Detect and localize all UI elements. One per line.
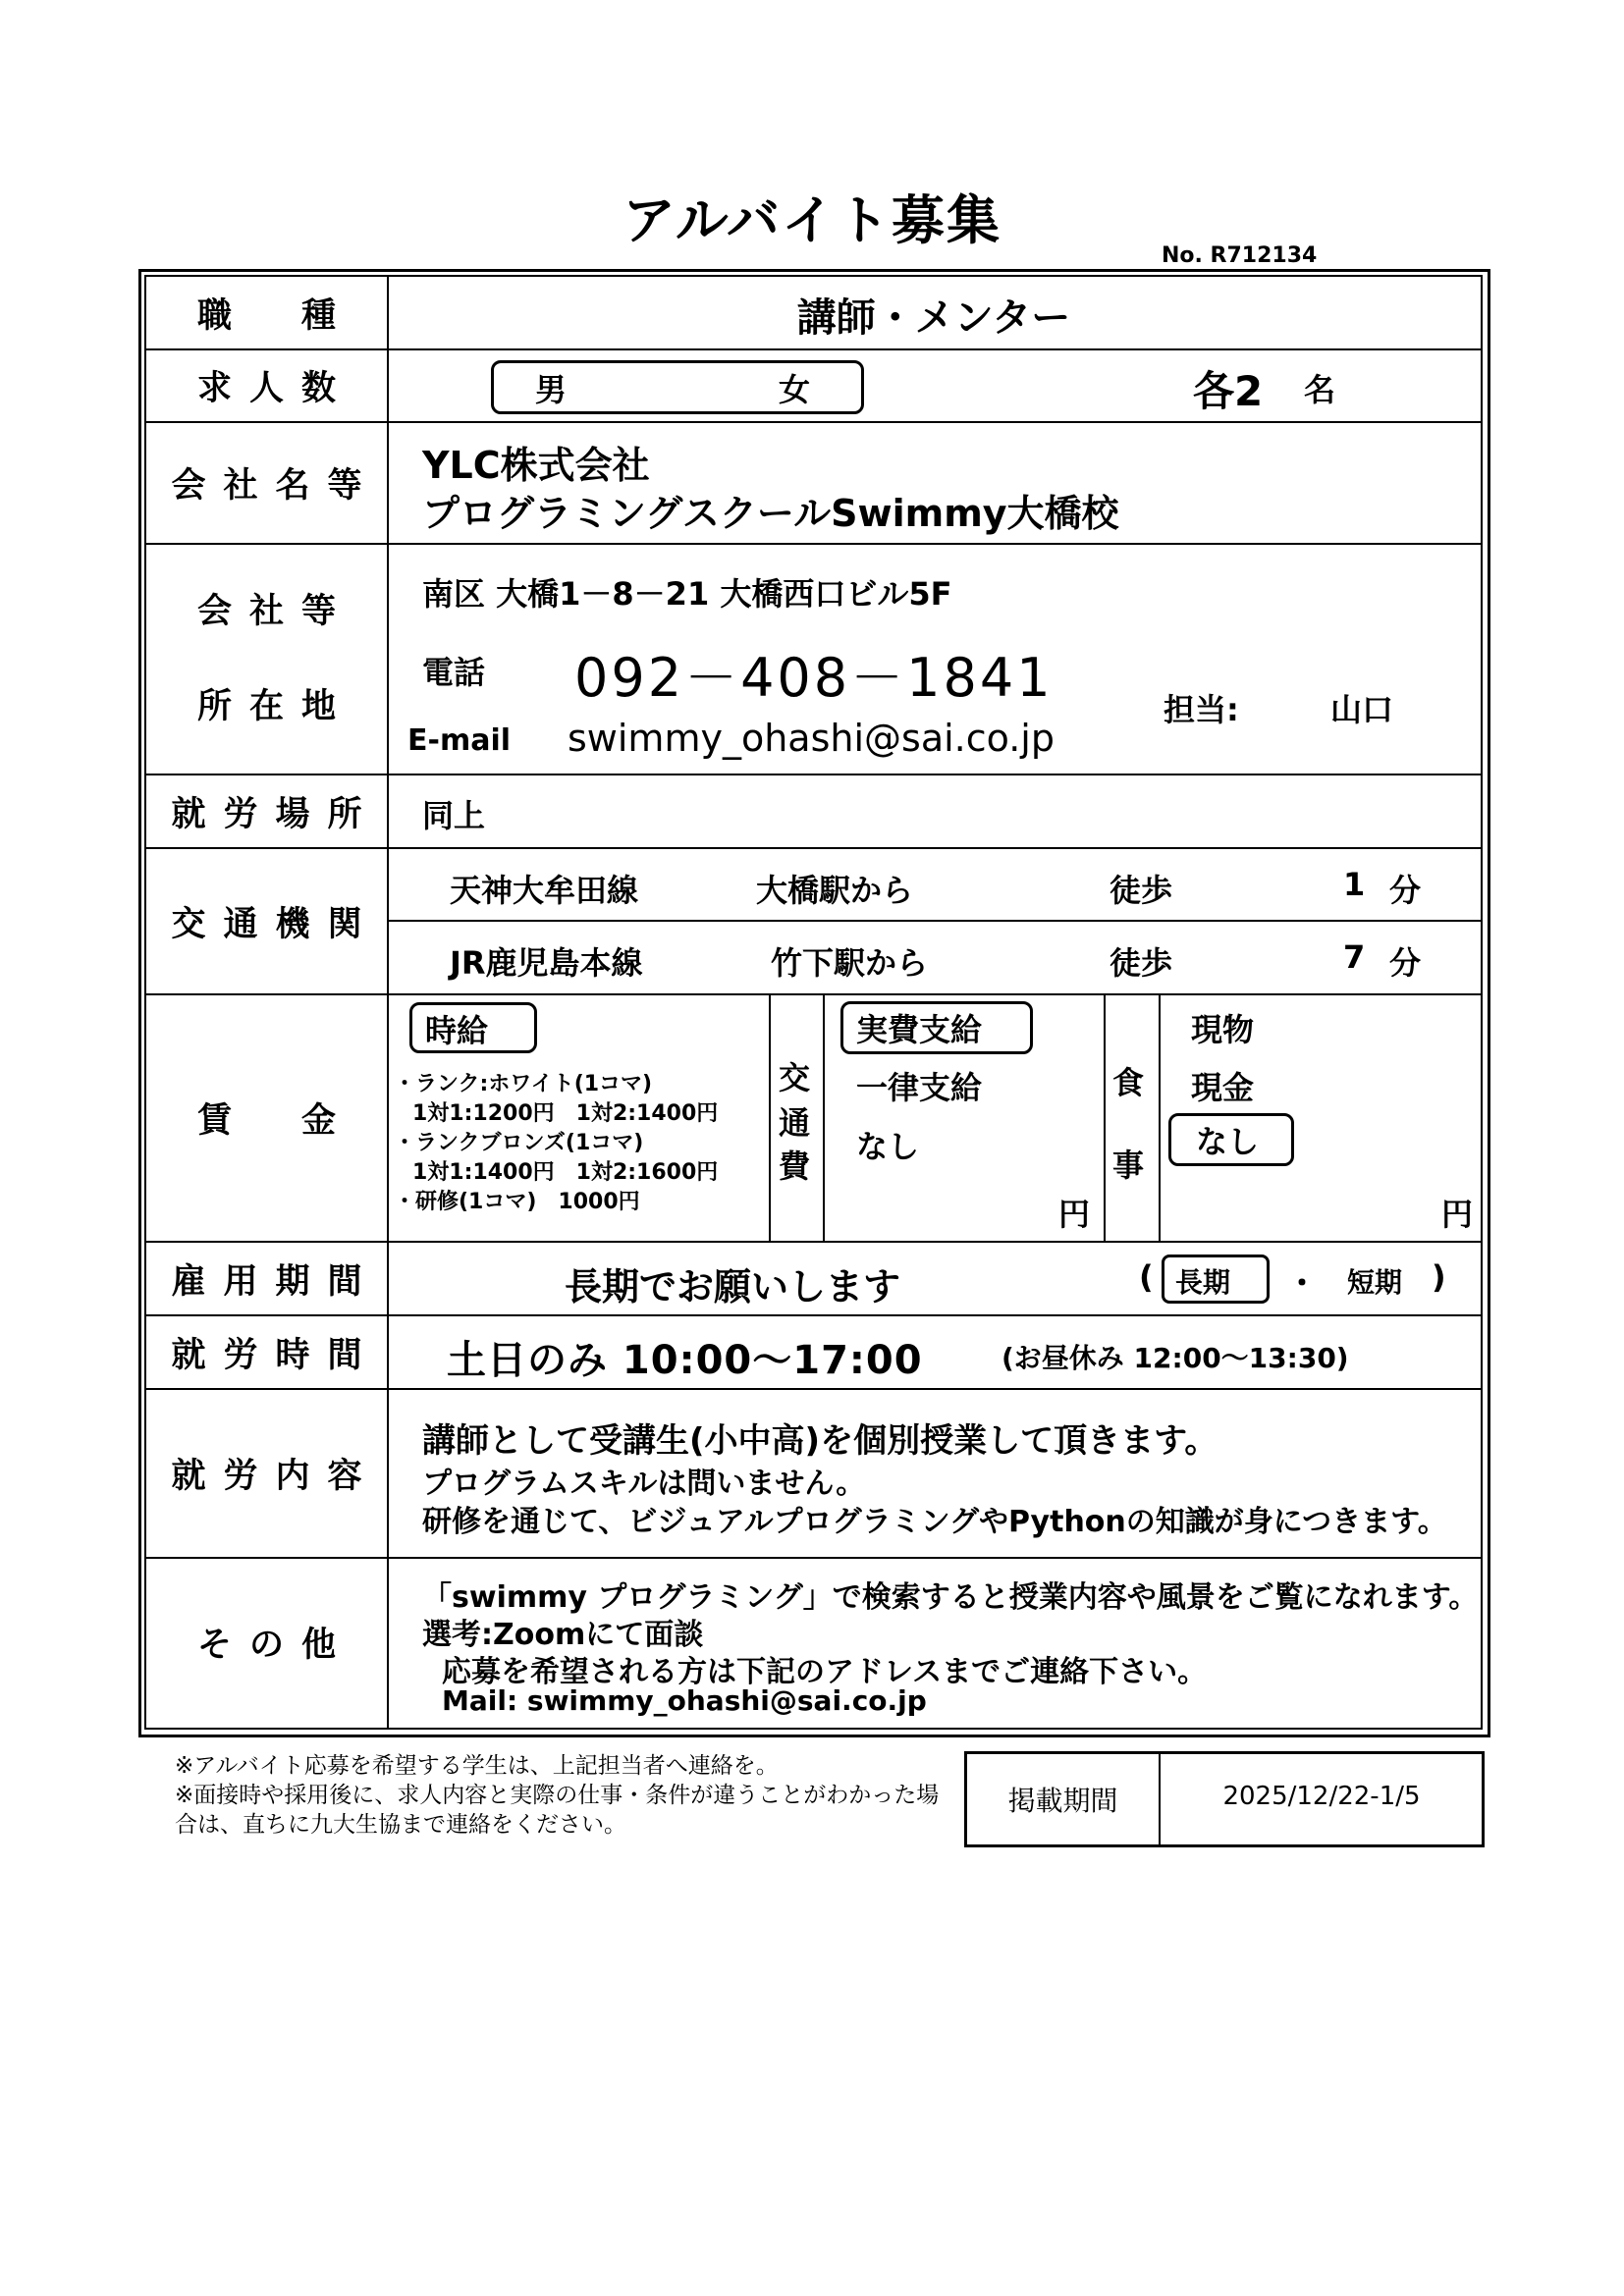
meal-option: 現物 xyxy=(1191,1011,1255,1048)
label-transport: 交通機関 xyxy=(171,904,380,944)
period-separator: ・ xyxy=(1286,1264,1319,1302)
posting-period-value: 2025/12/22-1/5 xyxy=(1222,1782,1421,1811)
period-close-paren: ) xyxy=(1432,1258,1446,1296)
other-line: 応募を希望される方は下記のアドレスまでご連絡下さい。 xyxy=(442,1655,1208,1689)
contact-name: 山口 xyxy=(1330,691,1394,728)
transport-mode-2: 徒歩 xyxy=(1110,944,1173,982)
period-long: 長期 xyxy=(1175,1266,1231,1299)
company-branch: プログラミングスクールSwimmy大橋校 xyxy=(422,492,1119,535)
content-line: 研修を通じて、ビジュアルプログラミングやPythonの知識が身につきます。 xyxy=(422,1505,1447,1539)
posting-period-label: 掲載期間 xyxy=(1007,1785,1118,1817)
footnote xyxy=(175,1751,939,1840)
label-column-divider xyxy=(387,275,389,1728)
transport-station-1: 大橋駅から xyxy=(756,872,914,909)
gender-female: 女 xyxy=(779,371,811,408)
transport-fee-option: なし xyxy=(856,1128,920,1165)
wage-line: ・ランクブロンズ(1コマ) xyxy=(394,1131,644,1155)
period-open-paren: ( xyxy=(1139,1258,1154,1296)
email-address: swimmy_ohashi@sai.co.jp xyxy=(568,717,1055,760)
wage-line: ・ランク:ホワイト(1コマ) xyxy=(394,1072,653,1096)
wage-type: 時給 xyxy=(425,1012,489,1049)
row-divider xyxy=(144,543,1481,545)
label-content: 就労内容 xyxy=(171,1457,380,1496)
transport-fee-label: 通 xyxy=(779,1104,811,1142)
meal-option: 現金 xyxy=(1191,1069,1255,1106)
transport-fee-option: 一律支給 xyxy=(856,1069,983,1106)
other-line: 「swimmy プログラミング」で検索すると授業内容や風景をご覧になれます。 xyxy=(422,1580,1479,1615)
workplace-value: 同上 xyxy=(422,797,486,834)
wage-column-divider xyxy=(1104,993,1106,1241)
phone-number: 092－408－1841 xyxy=(574,647,1054,709)
transport-fee-option: 実費支給 xyxy=(856,1011,983,1048)
openings-unit: 名 xyxy=(1304,371,1336,408)
company-name: YLC株式会社 xyxy=(422,444,650,487)
transport-line-1: 天神大牟田線 xyxy=(450,872,639,909)
email-label: E-mail xyxy=(407,723,512,758)
page-title: アルバイト募集 xyxy=(622,189,1002,251)
row-divider xyxy=(389,920,1481,922)
wage-line: ・研修(1コマ) 1000円 xyxy=(394,1190,640,1214)
wage-column-divider xyxy=(769,993,771,1241)
hours-main: 土日のみ 10:00～17:00 xyxy=(447,1338,923,1383)
document-number: No. R712134 xyxy=(1162,243,1318,268)
hours-break: (お昼休み 12:00～13:30) xyxy=(1001,1342,1349,1374)
gender-male: 男 xyxy=(535,371,568,408)
transport-fee-label: 交 xyxy=(779,1059,811,1096)
transport-line-2: JR鹿児島本線 xyxy=(450,944,643,982)
transport-mode-1: 徒歩 xyxy=(1110,872,1173,909)
job-type-value: 講師・メンター xyxy=(796,295,1071,341)
contact-label: 担当: xyxy=(1164,691,1239,728)
footnote-line: ※面接時や採用後に、求人内容と実際の仕事・条件が違うことがわかった場 xyxy=(175,1783,940,1808)
meal-label: 食 xyxy=(1112,1064,1145,1101)
label-address-2: 所在地 xyxy=(196,687,353,726)
label-period: 雇用期間 xyxy=(171,1261,380,1302)
other-line: 選考:Zoomにて面談 xyxy=(422,1618,704,1652)
openings-count: 各2 xyxy=(1193,367,1264,415)
footnote-line: ※アルバイト応募を希望する学生は、上記担当者へ連絡を。 xyxy=(175,1753,779,1779)
other-contact-email: Mail: swimmy_ohashi@sai.co.jp xyxy=(442,1684,927,1717)
transport-unit-2: 分 xyxy=(1389,944,1422,982)
transport-station-2: 竹下駅から xyxy=(771,944,929,982)
label-company: 会社名等 xyxy=(171,466,380,506)
label-wage: 賃 金 xyxy=(196,1101,353,1141)
transport-fee-yen: 円 xyxy=(1058,1196,1091,1233)
label-address-1: 会社等 xyxy=(196,592,353,631)
content-line: プログラムスキルは問いません。 xyxy=(422,1467,866,1501)
label-job-type: 職 種 xyxy=(196,295,353,336)
wage-column-divider xyxy=(1159,993,1161,1241)
meal-yen: 円 xyxy=(1441,1196,1474,1233)
content-line: 講師として受講生(小中高)を個別授業して頂きます。 xyxy=(422,1421,1218,1461)
address-street: 南区 大橋1－8－21 大橋西口ビル5F xyxy=(422,575,952,613)
transport-fee-label: 費 xyxy=(779,1148,811,1185)
transport-minutes-2: 7 xyxy=(1343,938,1366,976)
wage-line: 1対1:1400円 1対2:1600円 xyxy=(412,1160,719,1185)
label-workplace: 就労場所 xyxy=(171,794,380,834)
meal-option: なし xyxy=(1196,1123,1260,1160)
period-short: 短期 xyxy=(1347,1266,1403,1299)
label-hours: 就労時間 xyxy=(171,1335,380,1375)
footnote-line: 合は、直ちに九大生協まで連絡をください。 xyxy=(175,1812,626,1838)
transport-minutes-1: 1 xyxy=(1343,866,1366,903)
period-text: 長期でお願いします xyxy=(565,1265,901,1308)
transport-unit-1: 分 xyxy=(1389,872,1422,909)
label-other: その他 xyxy=(196,1626,353,1665)
label-openings: 求人数 xyxy=(196,369,353,408)
wage-column-divider xyxy=(823,993,825,1241)
wage-line: 1対1:1200円 1対2:1400円 xyxy=(412,1101,719,1126)
phone-label: 電話 xyxy=(422,654,486,691)
meal-label: 事 xyxy=(1112,1147,1145,1184)
